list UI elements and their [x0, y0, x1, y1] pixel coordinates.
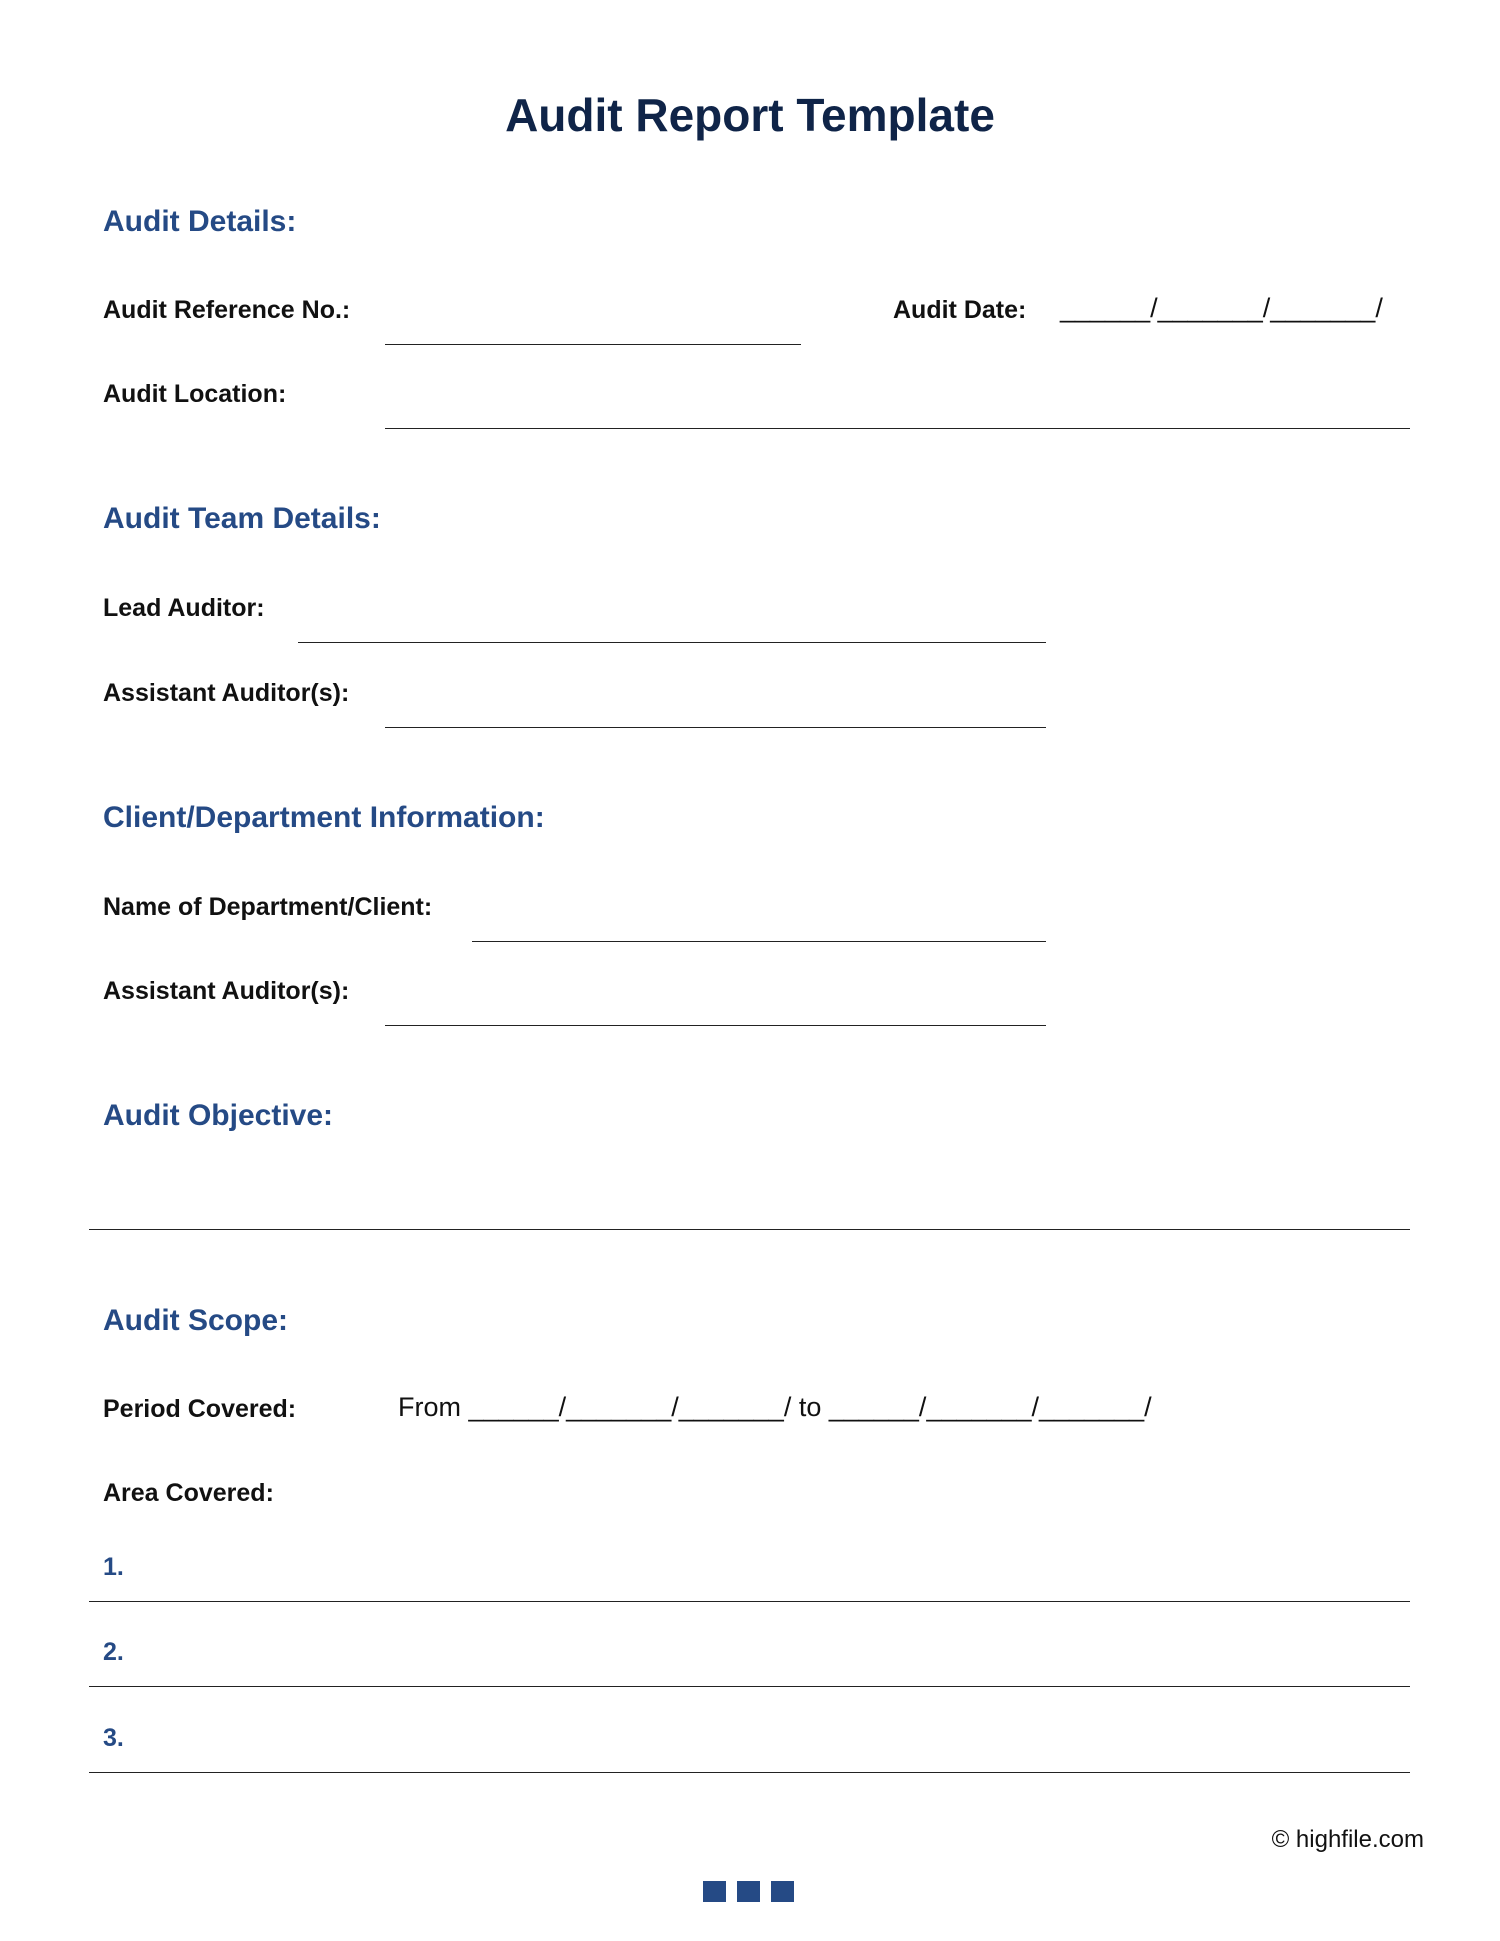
department-name-label: Name of Department/Client: — [103, 893, 433, 921]
period-covered-label: Period Covered: — [103, 1395, 297, 1423]
audit-location-label: Audit Location: — [103, 380, 287, 408]
footer-decoration-square — [703, 1881, 726, 1902]
audit-date-label: Audit Date: — [893, 296, 1027, 324]
audit-reference-label: Audit Reference No.: — [103, 296, 351, 324]
area-item-field[interactable] — [89, 1601, 1410, 1602]
audit-objective-heading: Audit Objective: — [103, 1099, 334, 1132]
lead-auditor-label: Lead Auditor: — [103, 594, 265, 622]
client-assistant-auditor-field[interactable] — [385, 1025, 1046, 1026]
assistant-auditor-label: Assistant Auditor(s): — [103, 679, 350, 707]
area-item-number: 3. — [103, 1724, 124, 1752]
audit-team-heading: Audit Team Details: — [103, 502, 381, 535]
client-info-heading: Client/Department Information: — [103, 801, 545, 834]
period-covered-field[interactable]: From ______/_______/_______/ to ______/_______/_______/ — [398, 1392, 1152, 1422]
audit-details-heading: Audit Details: — [103, 205, 297, 238]
area-item-number: 1. — [103, 1553, 124, 1581]
audit-date-field[interactable]: ______/_______/_______/ — [1060, 293, 1383, 323]
assistant-auditor-field[interactable] — [385, 727, 1046, 728]
audit-reference-field[interactable] — [385, 344, 801, 345]
audit-scope-heading: Audit Scope: — [103, 1304, 288, 1337]
footer-decoration-square — [771, 1881, 794, 1902]
client-assistant-auditor-label: Assistant Auditor(s): — [103, 977, 350, 1005]
footer-decoration-square — [737, 1881, 760, 1902]
area-item-field[interactable] — [89, 1686, 1410, 1687]
audit-location-field[interactable] — [385, 428, 1410, 429]
area-item-field[interactable] — [89, 1772, 1410, 1773]
audit-objective-field[interactable] — [89, 1229, 1410, 1230]
page-title: Audit Report Template — [505, 89, 995, 141]
lead-auditor-field[interactable] — [298, 642, 1046, 643]
copyright-text: © highfile.com — [1271, 1826, 1424, 1853]
department-name-field[interactable] — [472, 941, 1046, 942]
area-item-number: 2. — [103, 1638, 124, 1666]
area-covered-label: Area Covered: — [103, 1479, 274, 1507]
